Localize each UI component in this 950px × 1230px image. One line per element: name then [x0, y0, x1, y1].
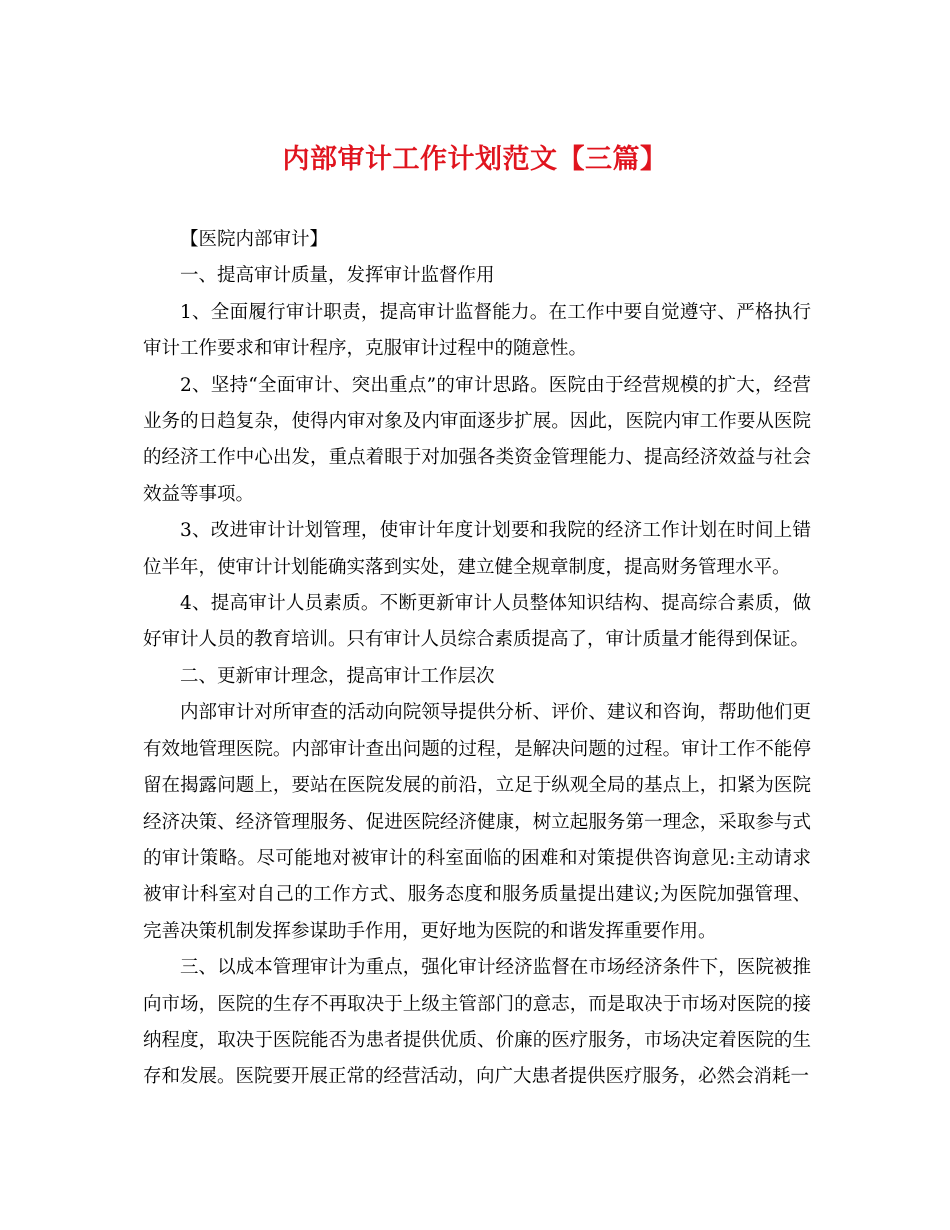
section-heading-hospital-audit: 【医院内部审计】 [180, 229, 329, 250]
document-title: 内部审计工作计划范文【三篇】 [282, 144, 668, 175]
paragraph-item-2: 2、坚持“全面审计、突出重点”的审计思路。医院由于经营规模的扩大，经营业务的日趋复杂，使得内审对象及内审面逐步扩展。因此，医院内审工作要从医院的经济工作中心出发，重点着眼于对加强各类资金管理能力、提高经济效益与社会效益等事项。 [143, 374, 811, 505]
heading-improve-audit-quality: 一、提高审计质量，发挥审计监督作用 [180, 265, 495, 287]
heading-update-audit-concept: 二、更新审计理念，提高审计工作层次 [180, 665, 495, 687]
document-body [143, 222, 811, 1096]
paragraph-item-3: 3、改进审计计划管理，使审计年度计划要和我院的经济工作计划在时间上错位半年，使审计计划能确实落到实处，建立健全规章制度，提高财务管理水平。 [143, 520, 811, 578]
paragraph-cost-management-audit: 三、以成本管理审计为重点，强化审计经济监督在市场经济条件下，医院被推向市场，医院的生存不再取决于上级主管部门的意志，而是取决于市场对医院的接纳程度，取决于医院能否为患者提供优质、价廉的医疗服务，市场决定着医院的生存和发展。医院要开展正常的经营活动，向广大患者提供医疗服务，必然会消耗一 [143, 957, 811, 1088]
paragraph-item-1: 1、全面履行审计职责，提高审计监督能力。在工作中要自觉遵守、严格执行审计工作要求和审计程序，克服审计过程中的随意性。 [143, 301, 811, 360]
paragraph-internal-audit: 内部审计对所审查的活动向院领导提供分析、评价、建议和咨询，帮助他们更有效地管理医院。内部审计查出问题的过程，是解决问题的过程。审计工作不能停留在揭露问题上，要站在医院发展的前沿，立足于纵观全局的基点上，扣紧为医院经济决策、经济管理服务、促进医院经济健康，树立起服务第一理念，采取参与式的审计策略。尽可能地对被审计的科室面临的困难和对策提供咨询意见:主动请求被审计科室对自己的工作方式、服务态度和服务质量提出建议;为医院加强管理、完善决策机制发挥参谋助手作用，更好地为医院的和谐发挥重要作用。 [143, 702, 811, 942]
paragraph-item-4: 4、提高审计人员素质。不断更新审计人员整体知识结构、提高综合素质，做好审计人员的教育培训。只有审计人员综合素质提高了，审计质量才能得到保证。 [143, 593, 811, 651]
